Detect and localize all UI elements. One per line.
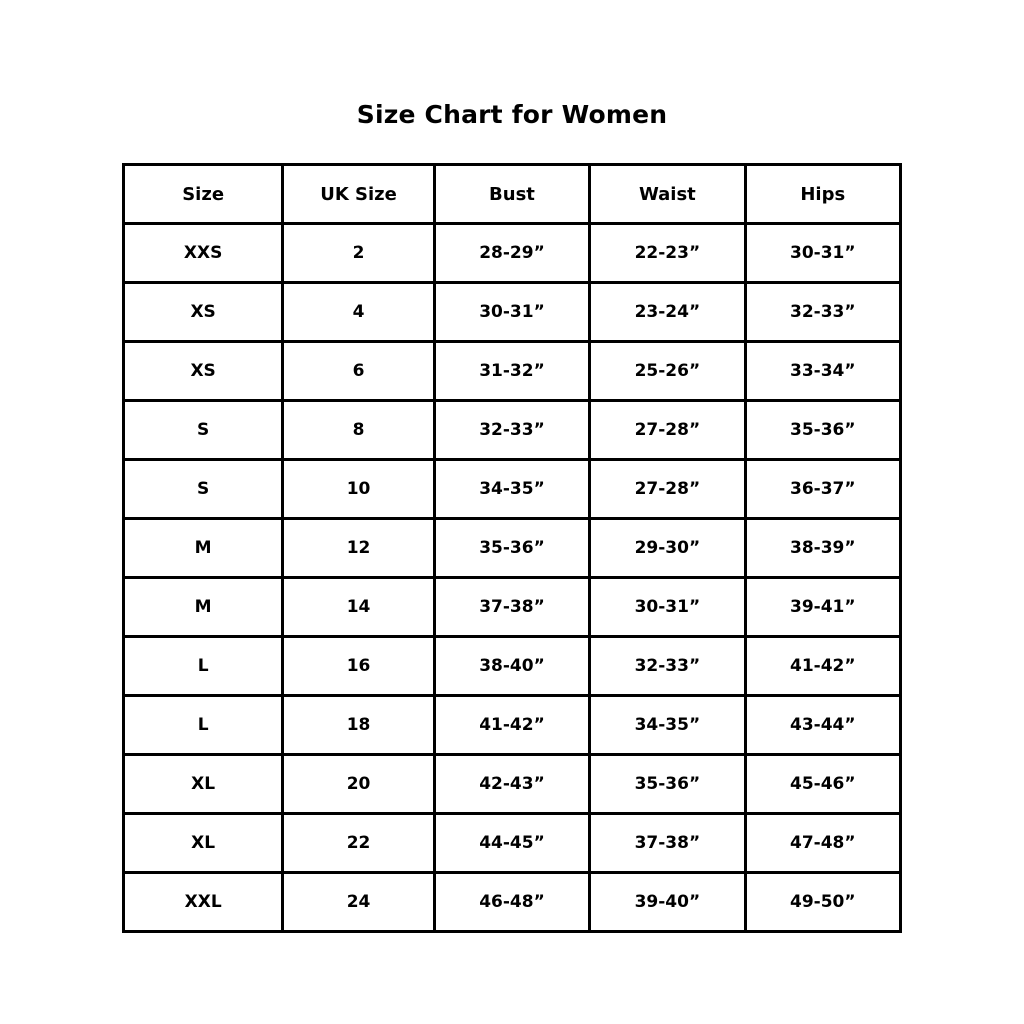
cell-hips: 30-31” [745, 224, 900, 283]
page-title: Size Chart for Women [356, 100, 668, 129]
table-row [124, 814, 901, 873]
cell-bust: 28-29” [434, 224, 589, 283]
cell-waist: 25-26” [590, 342, 745, 401]
cell-waist: 23-24” [590, 283, 745, 342]
cell-size: XL [124, 814, 283, 873]
cell-waist: 30-31” [590, 578, 745, 637]
table-row [124, 637, 901, 696]
cell-bust: 30-31” [434, 283, 589, 342]
cell-waist: 22-23” [590, 224, 745, 283]
table-row [124, 224, 901, 283]
cell-waist: 37-38” [590, 814, 745, 873]
cell-uk-size: 20 [283, 755, 435, 814]
cell-hips: 41-42” [745, 637, 900, 696]
cell-uk-size: 22 [283, 814, 435, 873]
cell-uk-size: 16 [283, 637, 435, 696]
cell-uk-size: 24 [283, 873, 435, 932]
cell-bust: 31-32” [434, 342, 589, 401]
cell-bust: 38-40” [434, 637, 589, 696]
cell-hips: 45-46” [745, 755, 900, 814]
cell-hips: 39-41” [745, 578, 900, 637]
cell-uk-size: 6 [283, 342, 435, 401]
table-row [124, 755, 901, 814]
table-row [124, 342, 901, 401]
table-row [124, 283, 901, 342]
cell-hips: 47-48” [745, 814, 900, 873]
cell-uk-size: 12 [283, 519, 435, 578]
cell-size: XXL [124, 873, 283, 932]
table-row [124, 873, 901, 932]
cell-size: S [124, 401, 283, 460]
cell-waist: 27-28” [590, 401, 745, 460]
cell-bust: 35-36” [434, 519, 589, 578]
cell-uk-size: 10 [283, 460, 435, 519]
cell-size: L [124, 637, 283, 696]
cell-size: XL [124, 755, 283, 814]
column-header-size: Size [124, 165, 283, 224]
cell-size: XXS [124, 224, 283, 283]
cell-hips: 49-50” [745, 873, 900, 932]
cell-size: M [124, 578, 283, 637]
cell-waist: 29-30” [590, 519, 745, 578]
cell-hips: 32-33” [745, 283, 900, 342]
cell-size: L [124, 696, 283, 755]
table-row [124, 578, 901, 637]
size-table-container [122, 163, 902, 933]
cell-uk-size: 8 [283, 401, 435, 460]
table-row [124, 401, 901, 460]
cell-bust: 37-38” [434, 578, 589, 637]
cell-waist: 35-36” [590, 755, 745, 814]
cell-bust: 41-42” [434, 696, 589, 755]
column-header-bust: Bust [434, 165, 589, 224]
cell-hips: 35-36” [745, 401, 900, 460]
cell-bust: 34-35” [434, 460, 589, 519]
column-header-uk-size: UK Size [283, 165, 435, 224]
cell-bust: 46-48” [434, 873, 589, 932]
cell-uk-size: 4 [283, 283, 435, 342]
cell-bust: 42-43” [434, 755, 589, 814]
cell-uk-size: 18 [283, 696, 435, 755]
cell-hips: 33-34” [745, 342, 900, 401]
cell-uk-size: 2 [283, 224, 435, 283]
cell-waist: 34-35” [590, 696, 745, 755]
column-header-hips: Hips [745, 165, 900, 224]
table-body [124, 224, 901, 932]
cell-waist: 32-33” [590, 637, 745, 696]
table-row [124, 460, 901, 519]
cell-hips: 38-39” [745, 519, 900, 578]
table-header-row [124, 165, 901, 224]
cell-size: XS [124, 342, 283, 401]
table-header [124, 165, 901, 224]
table-row [124, 519, 901, 578]
cell-size: M [124, 519, 283, 578]
cell-bust: 44-45” [434, 814, 589, 873]
cell-bust: 32-33” [434, 401, 589, 460]
cell-waist: 39-40” [590, 873, 745, 932]
cell-size: S [124, 460, 283, 519]
cell-waist: 27-28” [590, 460, 745, 519]
size-table [122, 163, 902, 933]
table-row [124, 696, 901, 755]
cell-hips: 36-37” [745, 460, 900, 519]
column-header-waist: Waist [590, 165, 745, 224]
cell-size: XS [124, 283, 283, 342]
cell-hips: 43-44” [745, 696, 900, 755]
cell-uk-size: 14 [283, 578, 435, 637]
